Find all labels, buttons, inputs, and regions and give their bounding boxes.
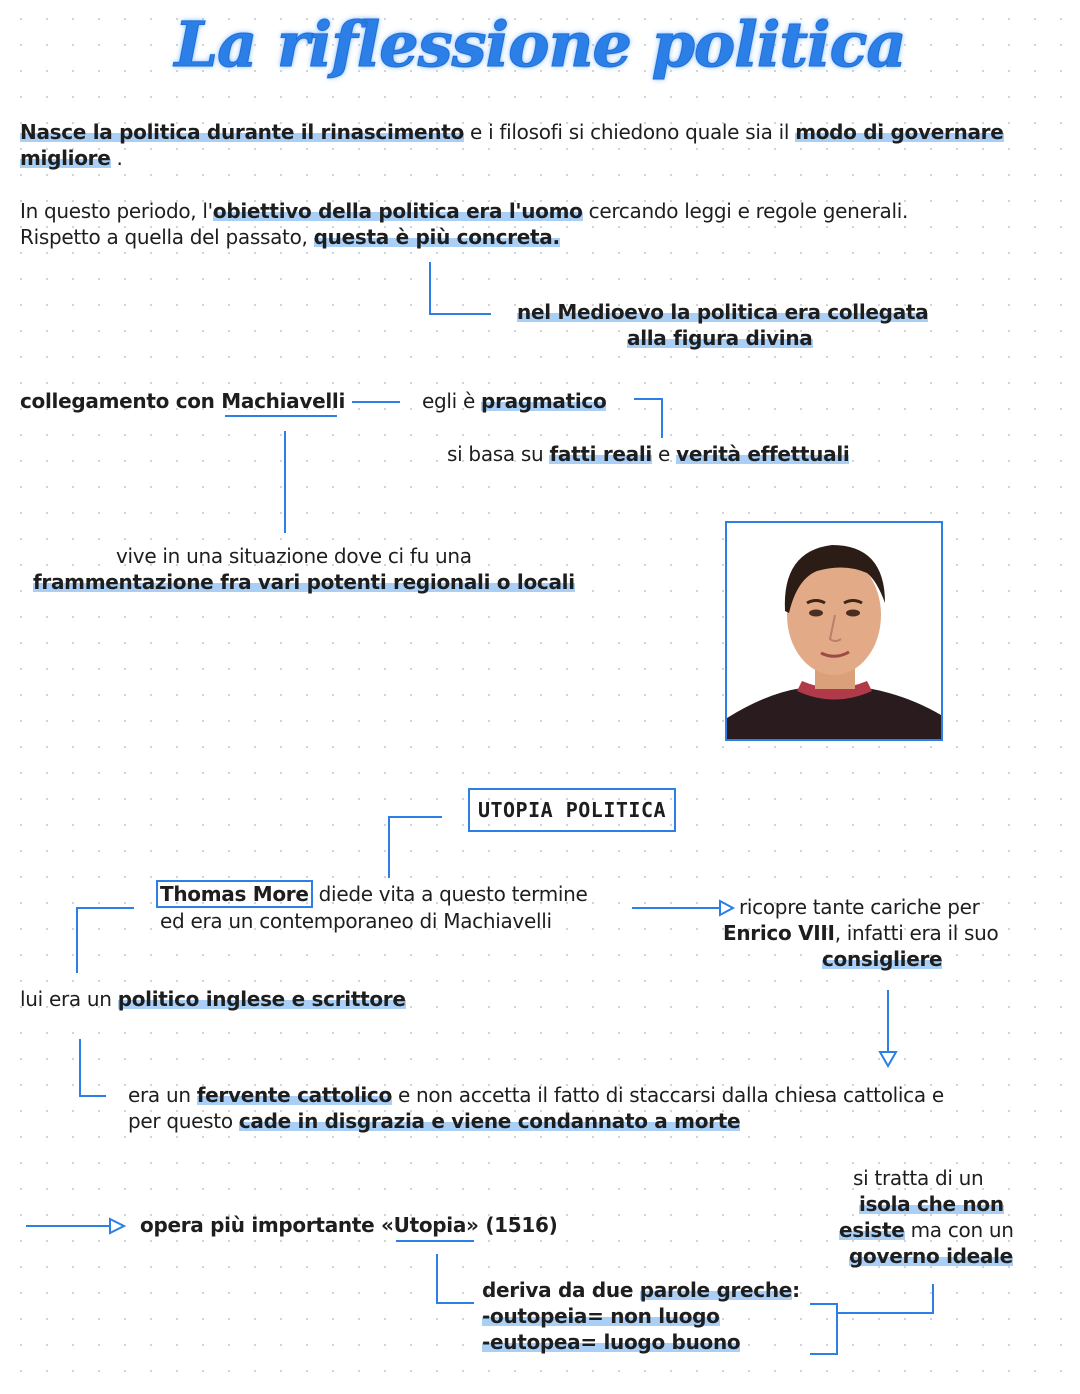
- role-line-1: ricopre tante cariche per: [739, 895, 980, 919]
- arrow-right-icon: [26, 1216, 130, 1236]
- connector-line: [429, 313, 491, 315]
- intro-line-3: In questo periodo, l'obiettivo della politica era l'uomo cercando leggi e regole generali.: [20, 199, 909, 223]
- connector-line: [661, 398, 663, 438]
- machiavelli-link: collegamento con Machiavelli: [20, 389, 346, 413]
- island-line-4: governo ideale: [849, 1244, 1013, 1268]
- politician-text: lui era un politico inglese e scrittore: [20, 987, 406, 1011]
- connector-line: [284, 431, 286, 533]
- arrow-down-icon: [876, 990, 900, 1070]
- connector-line: [76, 907, 134, 909]
- underline: [396, 1240, 474, 1242]
- connector-line: [76, 907, 78, 973]
- connector-line: [79, 1039, 81, 1097]
- greek-line-3: -eutopea= luogo buono: [482, 1330, 741, 1354]
- greek-line-1: deriva da due parole greche:: [482, 1278, 800, 1302]
- connector-line: [79, 1095, 106, 1097]
- more-line-2: ed era un contemporaneo di Machiavelli: [160, 909, 552, 933]
- intro-line-1: Nasce la politica durante il rinascimento e i filosofi si chiedono quale sia il modo di governare: [20, 120, 1004, 144]
- intro-line-4: Rispetto a quella del passato, questa è più concreta.: [20, 225, 560, 249]
- thomas-more-name: Thomas More: [156, 880, 313, 908]
- bracket-line: [836, 1303, 838, 1355]
- role-line-3: consigliere: [822, 947, 943, 971]
- bracket-line: [810, 1353, 838, 1355]
- intro-line-2: migliore .: [20, 146, 123, 170]
- pragmatic-text: egli è pragmatico: [422, 389, 607, 413]
- connector-line: [388, 816, 390, 878]
- context-line-1: vive in una situazione dove ci fu una: [116, 544, 472, 568]
- connector-line: [436, 1302, 474, 1304]
- island-line-1: si tratta di un: [853, 1166, 984, 1190]
- machiavelli-portrait: [725, 521, 943, 741]
- island-line-2: isola che non: [859, 1192, 1004, 1216]
- underline: [225, 415, 337, 417]
- arrow-right-icon: [632, 898, 738, 918]
- catholic-line-1: era un fervente cattolico e non accetta il fatto di staccarsi dalla chiesa cattolica e: [128, 1083, 944, 1107]
- role-line-2: Enrico VIII, infatti era il suo: [723, 921, 999, 945]
- page-title: La riflessione politica: [174, 8, 906, 81]
- portrait-illustration: [727, 523, 941, 739]
- medioevo-line-1: nel Medioevo la politica era collegata: [517, 300, 929, 324]
- connector-line: [436, 1254, 438, 1304]
- island-line-3: esiste ma con un: [839, 1218, 1014, 1242]
- medioevo-line-2: alla figura divina: [627, 326, 813, 350]
- greek-line-2: -outopeia= non luogo: [482, 1304, 720, 1328]
- connector-line: [429, 262, 431, 315]
- connector-line: [836, 1312, 934, 1314]
- facts-text: si basa su fatti reali e verità effettuali: [447, 442, 850, 466]
- context-line-2: frammentazione fra vari potenti regionali o locali: [33, 570, 575, 594]
- bracket-line: [810, 1303, 838, 1305]
- connector-line: [932, 1284, 934, 1314]
- work-text: opera più importante «Utopia» (1516): [140, 1213, 558, 1237]
- connector-line: [634, 398, 662, 400]
- connector-line: [388, 816, 442, 818]
- more-line-1: Thomas More diede vita a questo termine: [156, 881, 588, 907]
- catholic-line-2: per questo cade in disgrazia e viene condannato a morte: [128, 1109, 741, 1133]
- utopia-heading-box: UTOPIA POLITICA: [468, 788, 676, 832]
- connector-line: [352, 401, 400, 403]
